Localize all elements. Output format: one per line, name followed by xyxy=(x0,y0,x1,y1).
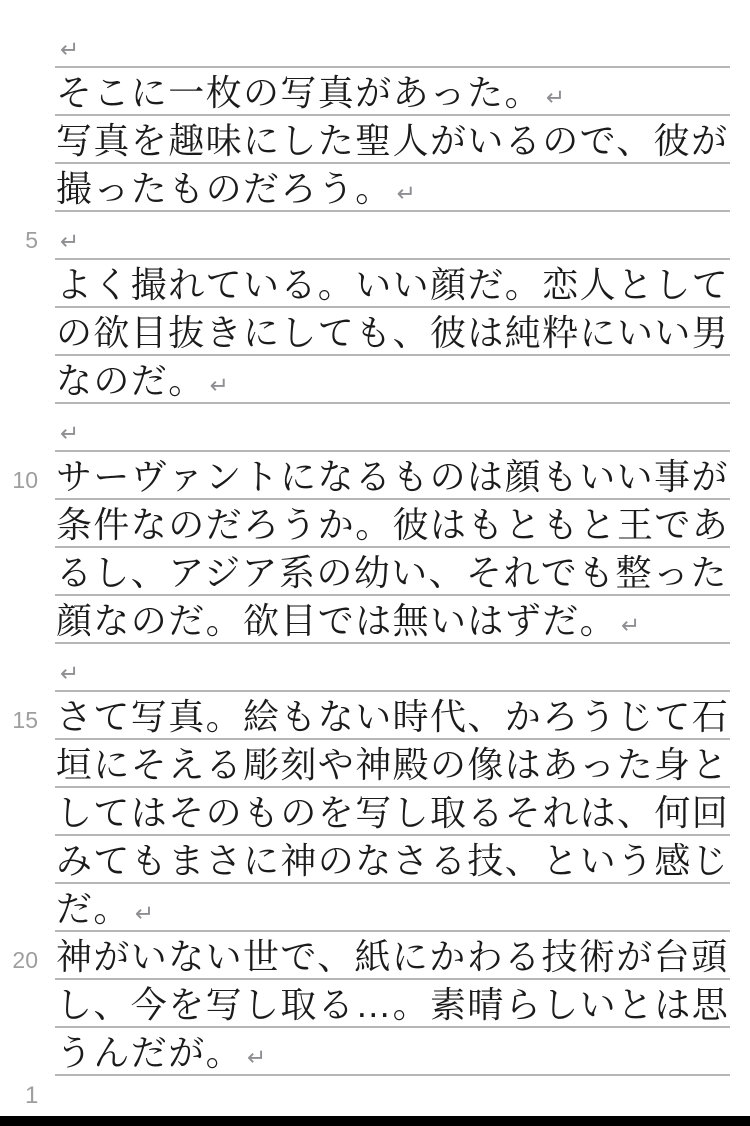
text-line[interactable] xyxy=(55,596,730,644)
text-line[interactable] xyxy=(55,884,730,932)
bottom-bar xyxy=(0,1116,750,1126)
return-mark-icon: ↵ xyxy=(209,373,229,399)
return-mark-icon: ↵ xyxy=(60,37,80,63)
text-line[interactable] xyxy=(12,932,730,980)
return-mark-icon: ↵ xyxy=(545,85,566,111)
return-mark-icon: ↵ xyxy=(621,613,641,639)
page-number: 1 xyxy=(25,1082,39,1109)
text-line[interactable] xyxy=(55,500,730,548)
text-line[interactable] xyxy=(55,260,730,308)
line-content: さて写真。絵もない時代、かろうじて石 xyxy=(56,696,730,737)
text-line[interactable] xyxy=(55,548,730,596)
line-content: 垣にそえる彫刻や神殿の像はあった身と xyxy=(56,744,729,785)
text-line[interactable] xyxy=(55,788,730,836)
line-content: そこに一枚の写真があった。 xyxy=(56,72,542,113)
return-mark-icon: ↵ xyxy=(396,181,416,207)
line-text xyxy=(56,840,730,881)
line-text xyxy=(56,792,730,833)
line-content: 神がいない世で、紙にかわる技術が台頭 xyxy=(56,936,729,977)
line-text xyxy=(56,411,79,447)
line-content: 顔なのだ。欲目では無いはずだ。 xyxy=(56,600,618,641)
line-content: し、今を写し取る…。素晴らしいとは思 xyxy=(56,984,730,1025)
text-line[interactable] xyxy=(25,212,730,260)
line-content: サーヴァントになるものは顔もいい事が xyxy=(56,456,729,497)
return-mark-icon: ↵ xyxy=(247,1045,267,1071)
text-line[interactable] xyxy=(55,836,730,884)
line-text xyxy=(56,936,729,977)
line-text xyxy=(56,744,729,785)
line-content: の欲目抜きにしても、彼は純粋にいい男 xyxy=(56,312,730,353)
line-text xyxy=(56,312,730,353)
line-text xyxy=(56,1032,267,1073)
line-content: 条件なのだろうか。彼はもともと王であ xyxy=(56,504,730,545)
text-line[interactable] xyxy=(55,980,730,1028)
text-line[interactable] xyxy=(55,404,730,452)
line-text xyxy=(56,219,79,255)
line-text xyxy=(56,888,155,929)
line-content: 撮ったものだろう。 xyxy=(56,168,393,209)
line-content: みてもまさに神のなさる技、という感じ xyxy=(56,840,730,881)
line-number: 5 xyxy=(25,227,38,253)
text-line[interactable] xyxy=(55,740,730,788)
text-line[interactable] xyxy=(55,68,730,116)
text-line[interactable] xyxy=(55,116,730,164)
text-area[interactable] xyxy=(0,20,750,1076)
text-line[interactable] xyxy=(55,356,730,404)
line-content: なのだ。 xyxy=(56,360,206,401)
line-text xyxy=(56,504,730,545)
return-mark-icon: ↵ xyxy=(60,661,80,687)
return-mark-icon: ↵ xyxy=(60,229,80,255)
line-content: してはそのものを写し取るそれは、何回 xyxy=(56,792,730,833)
line-text xyxy=(56,651,79,687)
line-content: うんだが。 xyxy=(56,1032,244,1073)
line-content: だ。 xyxy=(56,888,131,929)
line-text xyxy=(56,168,416,209)
line-content: 写真を趣味にした聖人がいるので、彼が xyxy=(56,120,729,161)
line-text xyxy=(56,552,728,593)
return-mark-icon: ↵ xyxy=(134,901,155,927)
line-content: よく撮れている。いい顔だ。恋人として xyxy=(56,264,730,305)
line-content: るし、アジア系の幼い、それでも整った xyxy=(56,552,728,593)
text-line[interactable] xyxy=(55,644,730,692)
text-line[interactable] xyxy=(12,692,730,740)
text-line[interactable] xyxy=(55,1028,730,1076)
line-text xyxy=(56,600,641,641)
text-line[interactable] xyxy=(55,20,730,68)
line-number: 15 xyxy=(12,707,38,733)
text-line[interactable] xyxy=(55,308,730,356)
return-mark-icon: ↵ xyxy=(60,421,80,447)
line-text xyxy=(56,360,229,401)
line-text xyxy=(56,984,730,1025)
line-number: 10 xyxy=(12,467,38,493)
line-text xyxy=(56,27,79,63)
line-number: 20 xyxy=(12,947,38,973)
line-text xyxy=(56,456,729,497)
line-text xyxy=(56,120,729,161)
text-line[interactable] xyxy=(12,452,730,500)
line-text xyxy=(56,696,730,737)
text-line[interactable] xyxy=(55,164,730,212)
line-text xyxy=(56,264,730,305)
line-text xyxy=(56,72,566,113)
